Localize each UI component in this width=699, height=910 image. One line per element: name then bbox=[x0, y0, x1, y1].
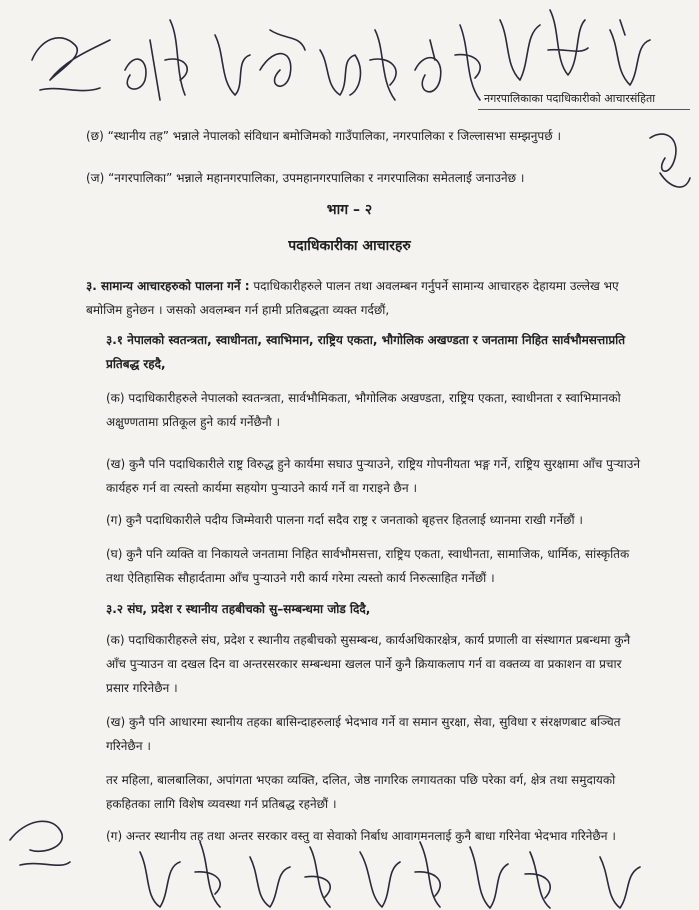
section-3-paragraph bbox=[86, 274, 646, 322]
clause-3-1-gha: (घ) कुनै पनि व्यक्ति वा निकायले जनतामा निहित सार्वभौमसत्ता, राष्ट्रिय एकता, स्वाधीनता, सामाजिक, धार्मिक, सांस्कृतिक तथा ऐतिहासिक सौहार्दतामा आँच पुऱ्याउने गरी कार्य गरेमा त्यस्तो कार्य निरुत्साहित गर्नेछौं । bbox=[106, 547, 630, 585]
section-3-heading: ३. सामान्य आचारहरुको पालना गर्ने : bbox=[86, 279, 250, 293]
definition-ja: (ज) “नगरपालिका” भन्नाले महानगरपालिका, उपमहानगरपालिका र नगरपालिका समेतलाई जनाउनेछ । bbox=[86, 171, 525, 185]
clause-3-2-kha: (ख) कुनै पनि आधारमा स्थानीय तहका बासिन्दाहरुलाई भेदभाव गर्ने वा समान सुरक्षा, सेवा, सुविधा र संरक्षणबाट बञ्चित गरिनेछैन । bbox=[106, 715, 621, 753]
subsection-3-1-title: ३.१ नेपालको स्वतन्त्रता, स्वाधीनता, स्वाभिमान, राष्ट्रिय एकता, भौगोलिक अखण्डता र जनतामा निहित सार्वभौमसत्ताप्रति प्रतिबद्ध रहदै, bbox=[106, 333, 626, 371]
subsection-3-2-title: ३.२ संघ, प्रदेश र स्थानीय तहबीचको सु–सम्बन्धमा जोड दिदै, bbox=[106, 602, 371, 616]
clause-3-2-ka: (क) पदाधिकारीहरुले संघ, प्रदेश र स्थानीय तहबीचको सुसम्बन्ध, कार्यअधिकारक्षेत्र, कार्य प्रणाली वा संस्थागत प्रबन्धमा कुनै आँच पुऱ्याउन वा दखल दिन वा अन्तरसरकार सम्बन्धमा खलल पार्ने कुनै क्रियाकलाप गर्न वा वक्तव्य वा प्रकाशन वा प्रचार प्रसार गरिनेछैन । bbox=[106, 633, 631, 695]
clause-3-1-ka: (क) पदाधिकारीहरुले नेपालको स्वतन्त्रता, सार्वभौमिकता, भौगोलिक अखण्डता, राष्ट्रिय एकता, स्वाधीनता र स्वाभिमानको अक्षुण्णतामा प्रतिकूल हुने कार्य गर्नेछैनौ । bbox=[106, 391, 621, 429]
running-header: नगरपालिकाका पदाधिकारीको आचारसंहिता bbox=[484, 92, 656, 105]
clause-3-2-ga: (ग) अन्तर स्थानीय तह तथा अन्तर सरकार वस्तु वा सेवाको निर्बाध आवागमनलाई कुनै बाधा गरिनेवा भेदभाव गरिनेछैन । bbox=[106, 829, 616, 843]
signature-right-margin bbox=[640, 118, 699, 208]
definition-chha: (छ) “स्थानीय तह” भन्नाले नेपालको संविधान बमोजिमको गाउँपालिका, नगरपालिका र जिल्लासभा सम्झनुपर्छ । bbox=[86, 129, 561, 143]
header-rule bbox=[478, 109, 690, 110]
part-title: भाग – २ bbox=[326, 202, 373, 218]
clause-3-1-ga: (ग) कुनै पदाधिकारीले पदीय जिम्मेवारी पालना गर्दा सदैव राष्ट्र र जनताको बृहत्तर हितलाई ध्यानमा राखी गर्नेछौं । bbox=[106, 513, 583, 527]
clause-3-2-proviso: तर महिला, बालबालिका, अपांगता भएका व्यक्ति, दलित, जेष्ठ नागरिक लगायतका पछि परेका वर्ग, क्षेत्र तथा समुदायको हकहितका लागि विशेष व्यवस्था गर्न प्रतिबद्ध रहनेछौं । bbox=[106, 773, 616, 811]
clause-3-1-kha: (ख) कुनै पनि पदाधिकारीले राष्ट्र विरुद्ध हुने कार्यमा सघाउ पुऱ्याउने, राष्ट्रिय गोपनीयता भङ्ग गर्ने, राष्ट्रिय सुरक्षामा आँच पुऱ्याउने कार्यहरु गर्न वा त्यस्तो कार्यमा सहयोग पुऱ्याउने कार्य गर्ने वा गराइने छैन । bbox=[106, 457, 640, 495]
part-subtitle: पदाधिकारीका आचारहरु bbox=[288, 238, 411, 254]
section-3-text: पदाधिकारीहरुले पालन तथा अवलम्बन गर्नुपर्ने सामान्य आचारहरु देहायमा उल्लेख भए बमोजिम हुनेछन । जसको अवलम्बन गर्न हामी प्रतिबद्धता व्यक्त गर्दछौं, bbox=[86, 279, 619, 317]
